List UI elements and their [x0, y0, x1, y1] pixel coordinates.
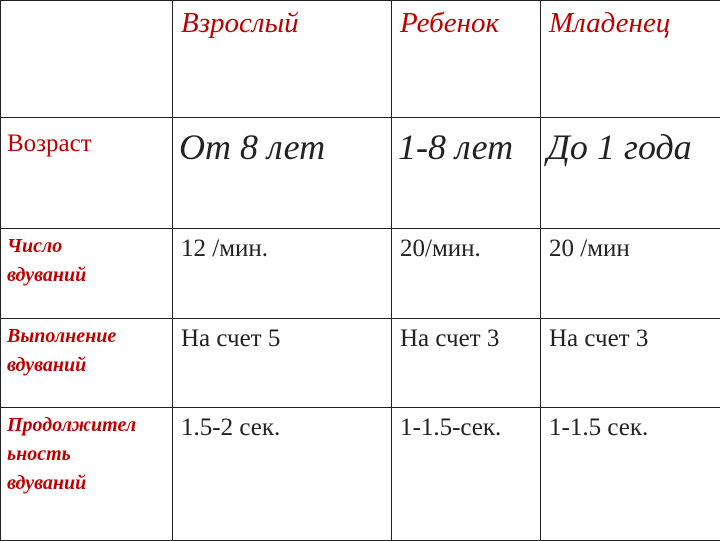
table-cell [173, 229, 392, 319]
table-cell [392, 408, 541, 541]
table-cell [392, 118, 541, 229]
table-row [1, 229, 720, 319]
table-cell [173, 118, 392, 229]
age-infant: До 1 года [541, 118, 720, 168]
header-infant: Младенец [541, 1, 720, 40]
header-cell [392, 1, 541, 118]
cell-value: 1-1.5 сек. [541, 408, 720, 442]
cell-value: На счет 5 [173, 319, 391, 353]
header-adult: Взрослый [173, 1, 391, 40]
cell-value: 12 /мин. [173, 229, 391, 263]
row-label-line: вдуваний [7, 261, 172, 290]
row-label [1, 229, 172, 290]
cell-value: На счет 3 [392, 319, 540, 353]
table-cell [392, 229, 541, 319]
cell-value: 1.5-2 сек. [173, 408, 391, 442]
row-label [1, 408, 172, 498]
row-label-line: ьность [7, 440, 172, 469]
row-label [1, 319, 172, 380]
header-cell [173, 1, 392, 118]
header-cell [541, 1, 720, 118]
table-cell [541, 229, 720, 319]
cell-value: 20 /мин [541, 229, 720, 263]
row-label-cell [1, 319, 173, 408]
table-row [1, 118, 720, 229]
table-cell [541, 408, 720, 541]
table-cell [541, 118, 720, 229]
cell-value: 1-1.5-сек. [392, 408, 540, 442]
row-label-cell [1, 408, 173, 541]
age-label: Возраст [1, 118, 172, 158]
table-cell [541, 319, 720, 408]
row-label-cell [1, 229, 173, 319]
table-row [1, 319, 720, 408]
cell-value: 20/мин. [392, 229, 540, 263]
age-adult: От 8 лет [173, 118, 391, 168]
row-label-line: Выполнение [7, 322, 172, 351]
table-cell [392, 319, 541, 408]
cell-value: На счет 3 [541, 319, 720, 353]
table-cell [173, 319, 392, 408]
row-label-line: вдуваний [7, 469, 172, 498]
corner-cell [1, 1, 173, 118]
row-label-line: Число [7, 232, 172, 261]
table-row [1, 408, 720, 541]
row-label-line: Продолжител [7, 411, 172, 440]
header-child: Ребенок [392, 1, 540, 40]
age-child: 1-8 лет [392, 118, 540, 168]
table-cell [173, 408, 392, 541]
row-label-line: вдуваний [7, 351, 172, 380]
row-label-cell [1, 118, 173, 229]
header-row [1, 1, 720, 118]
